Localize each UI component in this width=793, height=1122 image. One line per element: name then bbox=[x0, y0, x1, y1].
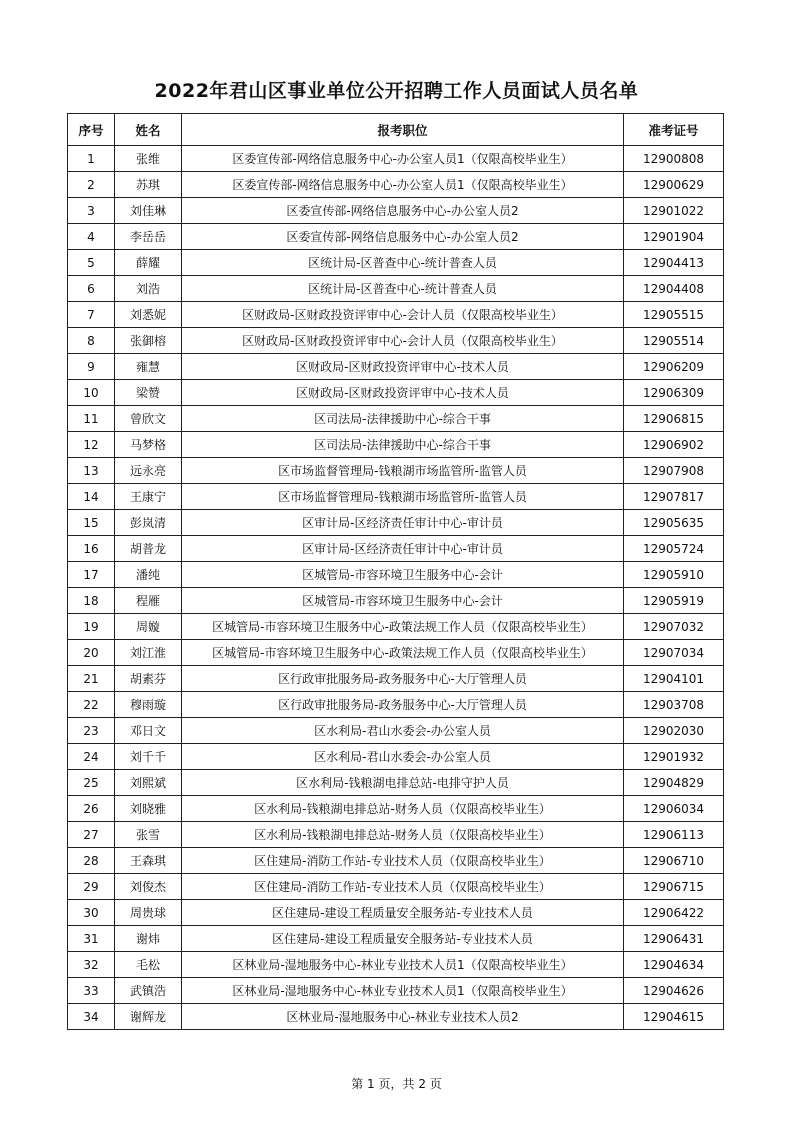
row-name: 梁赞 bbox=[115, 380, 182, 406]
row-name: 周嫙 bbox=[115, 614, 182, 640]
row-seq: 20 bbox=[68, 640, 115, 666]
header-name: 姓名 bbox=[115, 114, 182, 146]
page-title: 2022年君山区事业单位公开招聘工作人员面试人员名单 bbox=[154, 80, 639, 102]
row-exam-id: 12906113 bbox=[624, 822, 724, 848]
row-seq: 23 bbox=[68, 718, 115, 744]
row-exam-id: 12901932 bbox=[624, 744, 724, 770]
table-row bbox=[68, 536, 724, 562]
row-exam-id: 12906815 bbox=[624, 406, 724, 432]
row-name: 程雁 bbox=[115, 588, 182, 614]
row-exam-id: 12900629 bbox=[624, 172, 724, 198]
row-position: 区林业局-湿地服务中心-林业专业技术人员1（仅限高校毕业生） bbox=[182, 978, 624, 1004]
row-exam-id: 12903708 bbox=[624, 692, 724, 718]
table-row bbox=[68, 1004, 724, 1030]
table-row bbox=[68, 172, 724, 198]
table-row bbox=[68, 302, 724, 328]
row-seq: 28 bbox=[68, 848, 115, 874]
row-name: 王森琪 bbox=[115, 848, 182, 874]
row-exam-id: 12904101 bbox=[624, 666, 724, 692]
row-exam-id: 12904413 bbox=[624, 250, 724, 276]
table-row bbox=[68, 198, 724, 224]
row-name: 胡普龙 bbox=[115, 536, 182, 562]
row-position: 区城管局-市容环境卫生服务中心-政策法规工作人员（仅限高校毕业生） bbox=[182, 640, 624, 666]
row-name: 马梦格 bbox=[115, 432, 182, 458]
row-name: 刘悉妮 bbox=[115, 302, 182, 328]
row-exam-id: 12904626 bbox=[624, 978, 724, 1004]
row-position: 区林业局-湿地服务中心-林业专业技术人员2 bbox=[182, 1004, 624, 1030]
row-position: 区城管局-市容环境卫生服务中心-会计 bbox=[182, 562, 624, 588]
table-header bbox=[68, 114, 724, 146]
table-row bbox=[68, 770, 724, 796]
row-seq: 5 bbox=[68, 250, 115, 276]
row-position: 区审计局-区经济责任审计中心-审计员 bbox=[182, 510, 624, 536]
row-seq: 10 bbox=[68, 380, 115, 406]
row-name: 李岳岳 bbox=[115, 224, 182, 250]
row-seq: 30 bbox=[68, 900, 115, 926]
table-row bbox=[68, 146, 724, 172]
row-position: 区财政局-区财政投资评审中心-会计人员（仅限高校毕业生） bbox=[182, 328, 624, 354]
row-position: 区水利局-钱粮湖电排总站-财务人员（仅限高校毕业生） bbox=[182, 822, 624, 848]
row-position: 区财政局-区财政投资评审中心-技术人员 bbox=[182, 354, 624, 380]
row-position: 区住建局-消防工作站-专业技术人员（仅限高校毕业生） bbox=[182, 848, 624, 874]
row-exam-id: 12905635 bbox=[624, 510, 724, 536]
row-position: 区司法局-法律援助中心-综合干事 bbox=[182, 432, 624, 458]
row-exam-id: 12906034 bbox=[624, 796, 724, 822]
row-seq: 15 bbox=[68, 510, 115, 536]
table-row bbox=[68, 692, 724, 718]
row-seq: 22 bbox=[68, 692, 115, 718]
row-name: 王康宁 bbox=[115, 484, 182, 510]
row-exam-id: 12904408 bbox=[624, 276, 724, 302]
row-position: 区统计局-区普查中心-统计普查人员 bbox=[182, 250, 624, 276]
row-seq: 8 bbox=[68, 328, 115, 354]
row-seq: 2 bbox=[68, 172, 115, 198]
row-position: 区行政审批服务局-政务服务中心-大厅管理人员 bbox=[182, 666, 624, 692]
table-row bbox=[68, 952, 724, 978]
row-seq: 33 bbox=[68, 978, 115, 1004]
row-seq: 7 bbox=[68, 302, 115, 328]
row-name: 远永亮 bbox=[115, 458, 182, 484]
table-row bbox=[68, 406, 724, 432]
page-footer: 第 1 页，共 2 页 bbox=[351, 1077, 442, 1091]
row-position: 区水利局-钱粮湖电排总站-财务人员（仅限高校毕业生） bbox=[182, 796, 624, 822]
row-position: 区水利局-君山水委会-办公室人员 bbox=[182, 744, 624, 770]
row-position: 区财政局-区财政投资评审中心-技术人员 bbox=[182, 380, 624, 406]
row-seq: 26 bbox=[68, 796, 115, 822]
table-row bbox=[68, 432, 724, 458]
row-exam-id: 12906902 bbox=[624, 432, 724, 458]
row-name: 穆雨璇 bbox=[115, 692, 182, 718]
row-name: 张御榕 bbox=[115, 328, 182, 354]
row-position: 区委宣传部-网络信息服务中心-办公室人员2 bbox=[182, 224, 624, 250]
row-position: 区审计局-区经济责任审计中心-审计员 bbox=[182, 536, 624, 562]
row-position: 区住建局-消防工作站-专业技术人员（仅限高校毕业生） bbox=[182, 874, 624, 900]
row-position: 区城管局-市容环境卫生服务中心-政策法规工作人员（仅限高校毕业生） bbox=[182, 614, 624, 640]
row-position: 区住建局-建设工程质量安全服务站-专业技术人员 bbox=[182, 900, 624, 926]
row-exam-id: 12905724 bbox=[624, 536, 724, 562]
row-position: 区委宣传部-网络信息服务中心-办公室人员1（仅限高校毕业生） bbox=[182, 146, 624, 172]
header-seq: 序号 bbox=[68, 114, 115, 146]
row-seq: 6 bbox=[68, 276, 115, 302]
row-name: 苏琪 bbox=[115, 172, 182, 198]
row-exam-id: 12907817 bbox=[624, 484, 724, 510]
row-exam-id: 12906209 bbox=[624, 354, 724, 380]
table-row bbox=[68, 900, 724, 926]
row-exam-id: 12905919 bbox=[624, 588, 724, 614]
row-seq: 21 bbox=[68, 666, 115, 692]
row-seq: 16 bbox=[68, 536, 115, 562]
row-exam-id: 12906309 bbox=[624, 380, 724, 406]
row-seq: 34 bbox=[68, 1004, 115, 1030]
row-exam-id: 12905514 bbox=[624, 328, 724, 354]
row-seq: 13 bbox=[68, 458, 115, 484]
row-seq: 1 bbox=[68, 146, 115, 172]
row-seq: 24 bbox=[68, 744, 115, 770]
row-name: 武镇浩 bbox=[115, 978, 182, 1004]
row-position: 区司法局-法律援助中心-综合干事 bbox=[182, 406, 624, 432]
row-position: 区城管局-市容环境卫生服务中心-会计 bbox=[182, 588, 624, 614]
row-position: 区市场监督管理局-钱粮湖市场监管所-监管人员 bbox=[182, 484, 624, 510]
table-row bbox=[68, 848, 724, 874]
row-seq: 29 bbox=[68, 874, 115, 900]
table-row bbox=[68, 588, 724, 614]
table-row bbox=[68, 640, 724, 666]
header-row bbox=[68, 114, 724, 146]
row-exam-id: 12901022 bbox=[624, 198, 724, 224]
row-position: 区市场监督管理局-钱粮湖市场监管所-监管人员 bbox=[182, 458, 624, 484]
table-row bbox=[68, 484, 724, 510]
table-row bbox=[68, 328, 724, 354]
table-row bbox=[68, 380, 724, 406]
row-name: 刘佳琳 bbox=[115, 198, 182, 224]
row-exam-id: 12907908 bbox=[624, 458, 724, 484]
row-name: 谢炜 bbox=[115, 926, 182, 952]
table-row bbox=[68, 926, 724, 952]
table-row bbox=[68, 796, 724, 822]
row-name: 张雪 bbox=[115, 822, 182, 848]
row-seq: 32 bbox=[68, 952, 115, 978]
row-exam-id: 12905515 bbox=[624, 302, 724, 328]
table-row bbox=[68, 510, 724, 536]
row-name: 薛耀 bbox=[115, 250, 182, 276]
row-name: 刘俊杰 bbox=[115, 874, 182, 900]
row-exam-id: 12902030 bbox=[624, 718, 724, 744]
table-row bbox=[68, 354, 724, 380]
row-seq: 3 bbox=[68, 198, 115, 224]
row-position: 区委宣传部-网络信息服务中心-办公室人员2 bbox=[182, 198, 624, 224]
table-row bbox=[68, 458, 724, 484]
row-seq: 12 bbox=[68, 432, 115, 458]
header-position: 报考职位 bbox=[182, 114, 624, 146]
row-name: 胡素芬 bbox=[115, 666, 182, 692]
row-name: 刘熙斌 bbox=[115, 770, 182, 796]
row-exam-id: 12904615 bbox=[624, 1004, 724, 1030]
row-name: 张维 bbox=[115, 146, 182, 172]
header-exam-id: 准考证号 bbox=[624, 114, 724, 146]
row-exam-id: 12906710 bbox=[624, 848, 724, 874]
row-exam-id: 12906431 bbox=[624, 926, 724, 952]
row-name: 邓日文 bbox=[115, 718, 182, 744]
table-row bbox=[68, 614, 724, 640]
row-position: 区水利局-君山水委会-办公室人员 bbox=[182, 718, 624, 744]
table-row bbox=[68, 822, 724, 848]
row-exam-id: 12905910 bbox=[624, 562, 724, 588]
row-position: 区行政审批服务局-政务服务中心-大厅管理人员 bbox=[182, 692, 624, 718]
table-row bbox=[68, 276, 724, 302]
candidate-table bbox=[67, 113, 724, 1030]
row-exam-id: 12900808 bbox=[624, 146, 724, 172]
row-seq: 18 bbox=[68, 588, 115, 614]
row-name: 谢辉龙 bbox=[115, 1004, 182, 1030]
row-seq: 9 bbox=[68, 354, 115, 380]
row-name: 刘浩 bbox=[115, 276, 182, 302]
row-position: 区财政局-区财政投资评审中心-会计人员（仅限高校毕业生） bbox=[182, 302, 624, 328]
row-seq: 19 bbox=[68, 614, 115, 640]
row-name: 潘纯 bbox=[115, 562, 182, 588]
table-row bbox=[68, 744, 724, 770]
row-name: 彭岚清 bbox=[115, 510, 182, 536]
table-body bbox=[68, 146, 724, 1030]
row-name: 周贵球 bbox=[115, 900, 182, 926]
row-position: 区水利局-钱粮湖电排总站-电排守护人员 bbox=[182, 770, 624, 796]
row-seq: 31 bbox=[68, 926, 115, 952]
row-exam-id: 12906715 bbox=[624, 874, 724, 900]
table-row bbox=[68, 666, 724, 692]
row-exam-id: 12904829 bbox=[624, 770, 724, 796]
row-position: 区统计局-区普查中心-统计普查人员 bbox=[182, 276, 624, 302]
row-position: 区住建局-建设工程质量安全服务站-专业技术人员 bbox=[182, 926, 624, 952]
row-seq: 14 bbox=[68, 484, 115, 510]
row-seq: 11 bbox=[68, 406, 115, 432]
row-exam-id: 12904634 bbox=[624, 952, 724, 978]
row-exam-id: 12907032 bbox=[624, 614, 724, 640]
row-position: 区委宣传部-网络信息服务中心-办公室人员1（仅限高校毕业生） bbox=[182, 172, 624, 198]
table-row bbox=[68, 224, 724, 250]
row-name: 曾欣文 bbox=[115, 406, 182, 432]
table-row bbox=[68, 978, 724, 1004]
row-exam-id: 12906422 bbox=[624, 900, 724, 926]
row-name: 雍慧 bbox=[115, 354, 182, 380]
table-row bbox=[68, 562, 724, 588]
row-name: 刘晓雅 bbox=[115, 796, 182, 822]
row-seq: 4 bbox=[68, 224, 115, 250]
row-exam-id: 12901904 bbox=[624, 224, 724, 250]
row-seq: 17 bbox=[68, 562, 115, 588]
row-exam-id: 12907034 bbox=[624, 640, 724, 666]
table-row bbox=[68, 250, 724, 276]
table-row bbox=[68, 874, 724, 900]
row-position: 区林业局-湿地服务中心-林业专业技术人员1（仅限高校毕业生） bbox=[182, 952, 624, 978]
row-name: 刘千千 bbox=[115, 744, 182, 770]
row-seq: 27 bbox=[68, 822, 115, 848]
row-seq: 25 bbox=[68, 770, 115, 796]
row-name: 毛松 bbox=[115, 952, 182, 978]
table-row bbox=[68, 718, 724, 744]
row-name: 刘江淮 bbox=[115, 640, 182, 666]
